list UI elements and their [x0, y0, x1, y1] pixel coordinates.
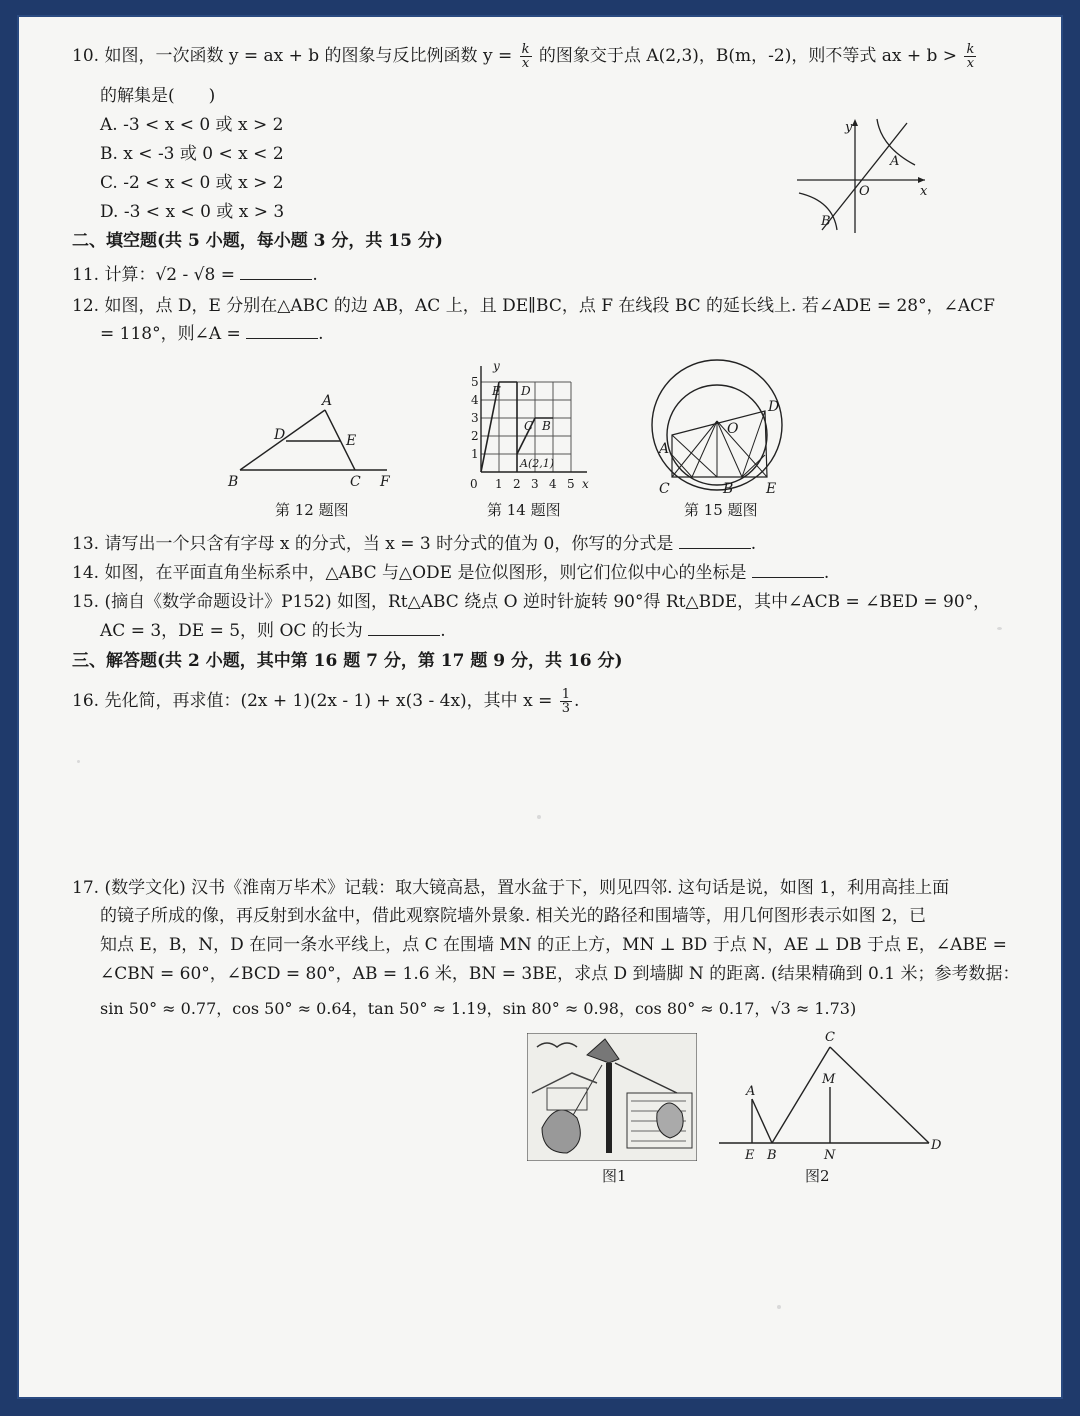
fig17-2-label-a: A [746, 1084, 756, 1099]
scan-speck [777, 1305, 781, 1309]
fig15-caption: 第 15 题图 [684, 501, 758, 519]
scan-speck [537, 815, 541, 819]
exam-page [17, 15, 1063, 1399]
q10-line1-part-b: 的图象交于点 A(2,3)，B(m，-2)，则不等式 ax + b > [538, 46, 958, 66]
q15-blank [368, 621, 440, 636]
fig12-label-f: F [380, 474, 390, 490]
fig17-2-segment-bc [772, 1047, 830, 1143]
q12-blank [246, 324, 318, 339]
fig15-label-a: A [659, 441, 670, 457]
q10-frac-1-den: x [521, 56, 530, 71]
q11 [72, 264, 318, 286]
fig14-ytick-2: 2 [471, 429, 479, 443]
q16-frac-den: 3 [561, 701, 571, 716]
fig17-2-caption: 图2 [805, 1167, 830, 1185]
fig15-label-d: D [768, 399, 780, 415]
q13-end: . [750, 534, 757, 554]
q10-option-c: C. -2 < x < 0 或 x > 2 [100, 173, 284, 193]
q17-line3: 知点 E，B，N，D 在同一条水平线上，点 C 在围墙 MN 的正上方，MN ⊥ BD 于点 N，AE ⊥ DB 于点 E，∠ABE = [100, 935, 1007, 955]
fig12 [222, 390, 407, 495]
q16-frac-num: 1 [561, 687, 571, 702]
q10-line [822, 123, 907, 230]
fig17-2-label-c: C [825, 1030, 835, 1045]
fig14-ytick-4: 4 [471, 393, 479, 407]
scan-speck [997, 627, 1002, 630]
fig14-label-a: A(2,1) [520, 457, 555, 470]
fig15-label-c: C [659, 481, 670, 495]
q10-line2: 的解集是( ) [100, 86, 216, 106]
fig12-caption: 第 12 题图 [275, 501, 349, 519]
fig17-2-label-b: B [767, 1148, 777, 1163]
fig17-2-label-e: E [745, 1148, 755, 1163]
q10-option-d: D. -3 < x < 0 或 x > 3 [100, 202, 285, 222]
q16-text: 16. 先化简，再求值：(2x + 1)(2x - 1) + x(3 - 4x)，其中 x = [72, 691, 553, 711]
fig14-xtick-2: 2 [513, 477, 521, 491]
fig17-2-segment-ab [752, 1099, 772, 1143]
q10-line1-part-a: 10. 如图，一次函数 y = ax + b 的图象与反比例函数 y = [72, 46, 513, 66]
q10-frac-1 [520, 43, 532, 70]
q10-frac-2-num: k [966, 42, 975, 57]
q15-line2 [100, 620, 446, 642]
fig14 [454, 360, 589, 495]
q10-label-o: O [859, 184, 870, 199]
q14-blank [752, 563, 824, 578]
q16 [72, 688, 579, 715]
fig15 [647, 355, 787, 495]
q14-text: 14. 如图，在平面直角坐标系中，△ABC 与△ODE 是位似图形，则它们位似中心的坐标是 [72, 563, 747, 583]
q10-hyperbola-lower [799, 193, 837, 230]
q17-line4: ∠CBN = 60°，∠BCD = 80°，AB = 1.6 米，BN = 3BE，求点 D 到墙脚 N 的距离. (结果精确到 0.1 米；参考数据： [100, 964, 1020, 984]
q14-end: . [823, 563, 830, 583]
q15-line1: 15. (摘自《数学命题设计》P152) 如图，Rt△ABC 绕点 O 逆时针旋转 90°得 Rt△BDE，其中∠ACB = ∠BED = 90°， [72, 592, 991, 612]
fig12-label-d: D [274, 427, 286, 443]
fig14-label-c: C [524, 419, 534, 433]
q10-option-a: A. -3 < x < 0 或 x > 2 [100, 115, 284, 135]
fig14-xtick-3: 3 [531, 477, 539, 491]
q10-frac-2-den: x [966, 56, 975, 71]
fig14-label-y: y [493, 360, 500, 373]
q10-option-b: B. x < -3 或 0 < x < 2 [100, 144, 284, 164]
q11-end: . [312, 265, 318, 285]
q10-y-arrow [852, 119, 858, 126]
q16-end: . [574, 691, 580, 711]
q10-label-x: x [920, 184, 928, 199]
q10-label-b: B [821, 214, 831, 229]
fig14-xtick-5: 5 [567, 477, 575, 491]
q10-line1 [72, 43, 978, 70]
fig17-2-segment-cd [830, 1047, 929, 1143]
fig14-label-x: x [582, 477, 589, 491]
q17-line5: sin 50° ≈ 0.77，cos 50° ≈ 0.64，tan 50° ≈ 1.19，sin 80° ≈ 0.98，cos 80° ≈ 0.17，√3 ≈ 1.73) [100, 999, 857, 1018]
q10-label-y: y [845, 120, 853, 135]
fig15-label-e: E [766, 481, 777, 495]
fig12-label-a: A [322, 393, 333, 409]
fig17-1-illustration [527, 1033, 697, 1161]
q17-line1: 17. (数学文化) 汉书《淮南万毕术》记载：取大镜高悬，置水盆于下，则见四邻. 这句话是说，如图 1，利用高挂上面 [72, 878, 950, 898]
fig14-label-b: B [542, 419, 551, 433]
fig15-label-b: B [723, 481, 734, 495]
q15-end: . [440, 621, 446, 641]
fig14-ytick-1: 1 [471, 447, 479, 461]
fig12-label-b: B [228, 474, 239, 490]
q13-blank [679, 534, 751, 549]
fig17-1-caption: 图1 [602, 1167, 627, 1185]
fig15-inner-lines [672, 411, 767, 477]
fig14-label-e: E [492, 384, 501, 398]
q17-line2: 的镜子所成的像，再反射到水盆中，借此观察院墙外景象. 相关光的路径和围墙等，用几何图形表示如图 2，已 [100, 906, 927, 926]
q15-line2-text: AC = 3，DE = 5，则 OC 的长为 [100, 621, 363, 641]
q10-x-arrow [918, 177, 925, 183]
q13-text: 13. 请写出一个只含有字母 x 的分式，当 x = 3 时分式的值为 0，你写的分式是 [72, 534, 674, 554]
q14 [72, 562, 829, 584]
fig17-2-label-n: N [824, 1148, 836, 1163]
fig17-2-label-m: M [822, 1072, 836, 1087]
q10-frac-1-num: k [521, 42, 530, 57]
q12-line2 [100, 323, 324, 345]
fig15-label-o: O [727, 421, 739, 437]
q12-line2-text: = 118°，则∠A = [100, 324, 241, 344]
q10-frac-2 [964, 43, 976, 70]
q13 [72, 533, 756, 555]
fig14-ytick-5: 5 [471, 375, 479, 389]
fig14-label-d: D [521, 384, 531, 398]
q16-frac [560, 688, 572, 715]
q10-label-a: A [890, 154, 900, 169]
fig12-label-c: C [350, 474, 361, 490]
fig14-label-origin: 0 [470, 477, 478, 491]
fig14-ytick-3: 3 [471, 411, 479, 425]
fig17-2 [717, 1027, 947, 1167]
q12-end: . [318, 324, 324, 344]
section-2-heading: 二、填空题(共 5 小题，每小题 3 分，共 15 分) [72, 231, 443, 251]
fig14-xtick-4: 4 [549, 477, 557, 491]
fig14-xtick-1: 1 [495, 477, 503, 491]
q11-blank [240, 265, 312, 280]
section-3-heading: 三、解答题(共 2 小题，其中第 16 题 7 分，第 17 题 9 分，共 16 分) [72, 651, 623, 671]
fig14-caption: 第 14 题图 [487, 501, 561, 519]
scan-speck [77, 760, 80, 763]
q10-figure [797, 115, 932, 235]
fig17-2-label-d: D [931, 1138, 942, 1153]
q11-text: 11. 计算：√2 - √8 = [72, 265, 235, 285]
q12-line1: 12. 如图，点 D，E 分别在△ABC 的边 AB，AC 上，且 DE∥BC，点 F 在线段 BC 的延长线上. 若∠ADE = 28°，∠ACF [72, 296, 995, 316]
fig12-label-e: E [346, 433, 357, 449]
